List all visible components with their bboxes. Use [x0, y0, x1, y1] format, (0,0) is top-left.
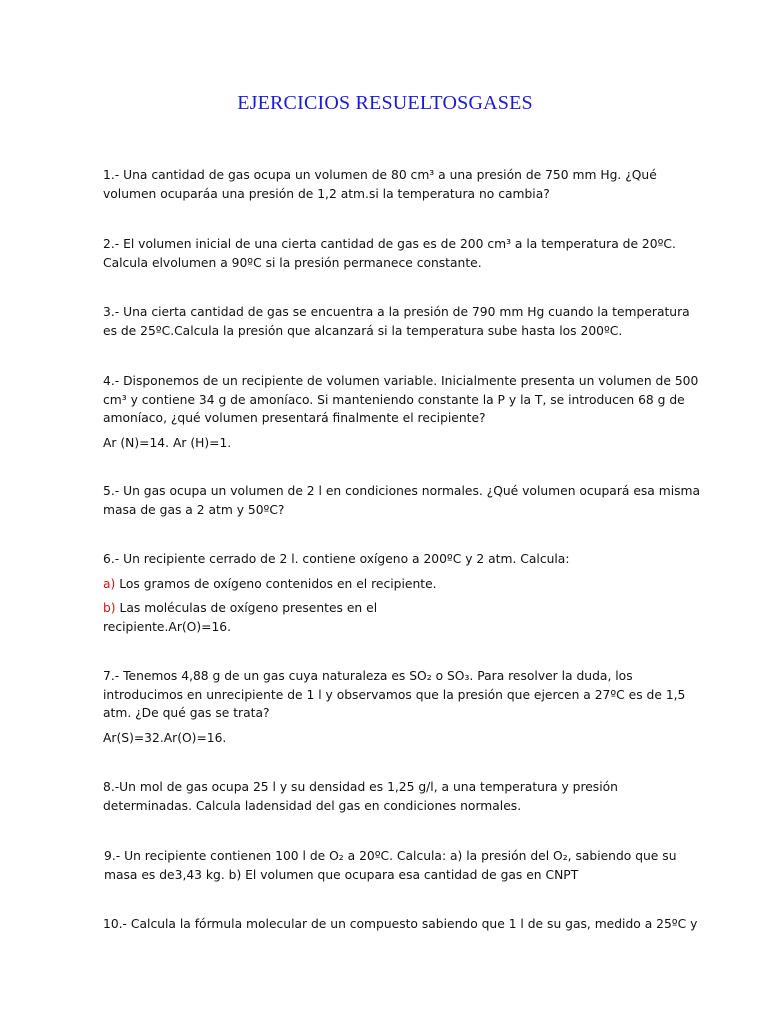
exercise-line: 1.- Una cantidad de gas ocupa un volumen de 80 cm³ a una presión de 750 mm Hg. ¿Qué	[103, 168, 657, 182]
option-text-b-continuation: recipiente.Ar(O)=16.	[103, 619, 232, 634]
option-marker-a: a)	[103, 576, 116, 591]
exercise-6	[103, 550, 665, 636]
exercise-line: 10.- Calcula la fórmula molecular de un compuesto sabiendo que 1 l de su gas, medido a 25ºC y	[103, 917, 698, 931]
sub-item-a	[103, 575, 665, 594]
option-marker-b: b)	[103, 601, 116, 615]
exercise-line: volumen ocuparáa una presión de 1,2 atm.si la temperatura no cambia?	[103, 186, 550, 201]
exercise-line: introducimos en unrecipiente de 1 l y observamos que la presión que ejercen a 27ºC es de 1,5	[103, 687, 686, 702]
option-text-a: Los gramos de oxígeno contenidos en el recipiente.	[115, 576, 437, 591]
exercise-line: atm. ¿De qué gas se trata?	[103, 706, 270, 720]
exercise-line: 8.-Un mol de gas ocupa 25 l y su densidad es 1,25 g/l, a una temperatura y presión	[103, 780, 618, 794]
exercise-line: 2.- El volumen inicial de una cierta cantidad de gas es de 200 cm³ a la temperatura de 20ºC.	[103, 237, 676, 251]
exercise-line: 4.- Disponemos de un recipiente de volumen variable. Inicialmente presenta un volumen de 500	[103, 374, 699, 388]
exercise-8	[103, 778, 665, 815]
option-text-b: Las moléculas de oxígeno presentes en el	[115, 601, 378, 615]
exercise-3	[103, 303, 690, 340]
exercise-line: es de 25ºC.Calcula la presión que alcanzará si la temperatura sube hasta los 200ºC.	[103, 323, 623, 338]
exercise-note: Ar (N)=14. Ar (H)=1.	[103, 435, 232, 450]
exercise-5	[103, 482, 701, 519]
exercise-7	[103, 667, 686, 747]
exercise-line: 3.- Una cierta cantidad de gas se encuentra a la presión de 790 mm Hg cuando la temperatura	[103, 305, 690, 319]
exercise-line: Calcula elvolumen a 90ºC si la presión permanece constante.	[103, 255, 482, 270]
exercise-note: Ar(S)=32.Ar(O)=16.	[103, 730, 227, 745]
exercise-2	[103, 235, 676, 272]
sub-item-b	[103, 599, 665, 636]
exercise-line: 7.- Tenemos 4,88 g de un gas cuya naturaleza es SO₂ o SO₃. Para resolver la duda, los	[103, 669, 633, 683]
exercise-line: masa de gas a 2 atm y 50ºC?	[103, 502, 285, 517]
exercise-4	[103, 372, 699, 452]
exercise-1	[103, 166, 665, 203]
exercise-10	[103, 915, 698, 934]
exercise-line: masa es de3,43 kg. b) El volumen que ocupara esa cantidad de gas en CNPT	[104, 867, 579, 882]
exercise-line: amoníaco, ¿qué volumen presentará finalmente el recipiente?	[103, 411, 486, 425]
exercise-line: 9.- Un recipiente contienen 100 l de O₂ a 20ºC. Calcula: a) la presión del O₂, sabiendo que su	[104, 849, 677, 863]
exercise-line: cm³ y contiene 34 g de amoníaco. Si manteniendo constante la P y la T, se introducen 68 g de	[103, 392, 685, 407]
exercise-line: determinadas. Calcula ladensidad del gas en condiciones normales.	[103, 798, 522, 813]
exercise-9	[104, 847, 677, 884]
document-title: EJERCICIOS RESUELTOSGASES	[237, 92, 533, 114]
exercise-line: 6.- Un recipiente cerrado de 2 l. contiene oxígeno a 200ºC y 2 atm. Calcula:	[103, 552, 570, 566]
exercise-line: 5.- Un gas ocupa un volumen de 2 l en condiciones normales. ¿Qué volumen ocupará esa misma	[103, 484, 701, 498]
